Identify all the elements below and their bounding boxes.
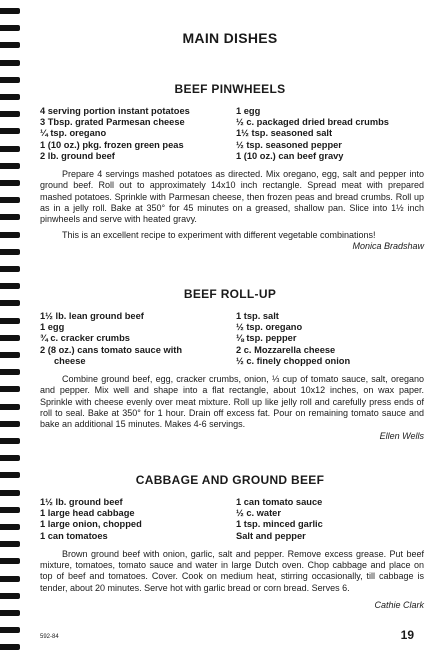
cookbook-page bbox=[30, 0, 430, 663]
ingredient: 3 Tbsp. grated Parmesan cheese bbox=[40, 117, 185, 128]
ingredients-left bbox=[30, 497, 226, 542]
ingredient: cheese bbox=[54, 355, 86, 366]
binding-coil bbox=[0, 507, 20, 513]
ingredient: 1 can tomato sauce bbox=[236, 497, 323, 507]
binding-coil bbox=[0, 541, 20, 547]
ingredient: ½ tsp. seasoned pepper bbox=[236, 139, 342, 150]
ingredient: ½ tsp. oregano bbox=[236, 322, 303, 333]
page-header: MAIN DISHES bbox=[182, 30, 278, 46]
ingredient: ½ c. water bbox=[236, 508, 281, 519]
ingredient: 2 lb. ground beef bbox=[40, 150, 115, 161]
ingredient: 1 (10 oz.) pkg. frozen green peas bbox=[40, 139, 184, 150]
ingredients bbox=[30, 311, 430, 367]
binding-coil bbox=[0, 94, 20, 100]
recipe-directions: Combine ground beef, egg, cracker crumbs, onion, ⅓ cup of tomato sauce, salt, oregano and pepper. Mix well and shape into a flat rectangle, about 10x12 inches, on wax paper. Sprinkle with cheese evenly over meat mixture. Roll up like jelly roll and carefully press ends of roll to seal. Bake at 350° for 1 hour. Drain off excess fat. Pour on remaining tomato sauce and bake an additional 15 minutes. Makes 4-6 servings. bbox=[40, 374, 424, 430]
binding-coil bbox=[0, 369, 20, 375]
binding-coil bbox=[0, 627, 20, 633]
binding-coil bbox=[0, 232, 20, 238]
ingredient: ⅛ tsp. pepper bbox=[236, 333, 297, 344]
binding-coil bbox=[0, 318, 20, 324]
binding-coil bbox=[0, 455, 20, 461]
binding-coil bbox=[0, 249, 20, 255]
ingredient: 1 can tomatoes bbox=[40, 530, 108, 541]
ingredient: 1 egg bbox=[236, 106, 261, 116]
binding-coil bbox=[0, 300, 20, 306]
ingredients-right bbox=[226, 497, 430, 542]
binding-coil bbox=[0, 111, 20, 117]
binding-coil bbox=[0, 214, 20, 220]
ingredient: ¾ c. cracker crumbs bbox=[40, 333, 130, 344]
binding-coil bbox=[0, 524, 20, 530]
ingredient: 1 egg bbox=[40, 322, 65, 333]
binding-coil bbox=[0, 610, 20, 616]
ingredient: ½ c. finely chopped onion bbox=[236, 355, 351, 366]
recipe-cabbage-and-ground-beef bbox=[30, 473, 430, 611]
recipe-note: This is an excellent recipe to experiment with different vegetable combinations! bbox=[62, 229, 376, 240]
ingredient: Salt and pepper bbox=[236, 530, 306, 541]
binding-coil bbox=[0, 25, 20, 31]
binding-coil bbox=[0, 163, 20, 169]
binding-coil bbox=[0, 335, 20, 341]
binding-coil bbox=[0, 490, 20, 496]
footer-code: 592-84 bbox=[40, 634, 59, 640]
binding-coil bbox=[0, 42, 20, 48]
binding-coil bbox=[0, 266, 20, 272]
recipe-beef-roll-up bbox=[30, 287, 430, 442]
recipe-directions: Prepare 4 servings mashed potatoes as directed. Mix oregano, egg, salt and pepper into ground beef. Roll out to approximately 14x10 inch rectangle. Spread meat with prepared mashed potatoes. Sprinkle with Parmesan cheese, then frozen peas and bread crumbs. Roll up as in a jelly roll. Bake at 350° for 45 minutes on a greased, shallow pan. Slice into 1½ inch pinwheels and serve with heated gravy. bbox=[40, 169, 424, 225]
binding-coil bbox=[0, 146, 20, 152]
binding-coil bbox=[0, 438, 20, 444]
ingredient: 4 serving portion instant potatoes bbox=[40, 106, 190, 116]
ingredient: ½ c. packaged dried bread crumbs bbox=[236, 117, 389, 128]
ingredient: 1½ lb. lean ground beef bbox=[40, 311, 144, 321]
recipe-title: BEEF PINWHEELS bbox=[174, 82, 286, 96]
ingredient: 1 tsp. salt bbox=[236, 311, 279, 321]
binding-coil bbox=[0, 644, 20, 650]
binding-coil bbox=[0, 128, 20, 134]
recipe-directions: Brown ground beef with onion, garlic, salt and pepper. Remove excess grease. Put beef mixture, tomatoes, tomato sauce and water in large Dutch oven. Chop cabbage and place on top of beef and tomatoes. Cover. Cook on medium heat, stirring occasionally, till cabbage is tender, about 20 minutes. Serve hot with garlic bread or corn bread. Serves 6. bbox=[40, 548, 424, 593]
binding-coil bbox=[0, 386, 20, 392]
ingredient: 1½ lb. ground beef bbox=[40, 497, 123, 507]
page-number: 19 bbox=[400, 628, 414, 642]
ingredients bbox=[30, 106, 430, 162]
ingredient: 1 large head cabbage bbox=[40, 508, 135, 519]
recipe-author: Ellen Wells bbox=[379, 430, 424, 441]
recipe-title: CABBAGE AND GROUND BEEF bbox=[135, 473, 325, 487]
ingredients-right bbox=[226, 311, 430, 367]
ingredients-left bbox=[30, 311, 226, 367]
binding-coil bbox=[0, 352, 20, 358]
recipe-title: BEEF ROLL-UP bbox=[183, 287, 277, 301]
ingredient: 2 (8 oz.) cans tomato sauce with bbox=[40, 344, 183, 355]
ingredient: ¼ tsp. oregano bbox=[40, 128, 107, 139]
ingredient: 1 large onion, chopped bbox=[40, 519, 142, 530]
binding-coil bbox=[0, 8, 20, 14]
recipe-author: Monica Bradshaw bbox=[352, 240, 424, 251]
binding-coil bbox=[0, 421, 20, 427]
ingredients-left bbox=[30, 106, 226, 162]
ingredient: 1½ tsp. seasoned salt bbox=[236, 128, 333, 139]
ingredients-right bbox=[226, 106, 430, 162]
binding-coil bbox=[0, 404, 20, 410]
binding-coil bbox=[0, 283, 20, 289]
binding-coil bbox=[0, 197, 20, 203]
binding-coil bbox=[0, 180, 20, 186]
binding-coil bbox=[0, 593, 20, 599]
ingredient: 2 c. Mozzarella cheese bbox=[236, 344, 336, 355]
binding-coil bbox=[0, 60, 20, 66]
recipe-beef-pinwheels bbox=[30, 82, 430, 252]
ingredient: 1 (10 oz.) can beef gravy bbox=[236, 150, 344, 161]
recipe-author: Cathie Clark bbox=[374, 600, 424, 610]
ingredients bbox=[30, 497, 430, 542]
ingredient: 1 tsp. minced garlic bbox=[236, 519, 323, 530]
spiral-binding bbox=[0, 0, 22, 663]
binding-coil bbox=[0, 558, 20, 564]
binding-coil bbox=[0, 576, 20, 582]
binding-coil bbox=[0, 77, 20, 83]
binding-coil bbox=[0, 472, 20, 478]
